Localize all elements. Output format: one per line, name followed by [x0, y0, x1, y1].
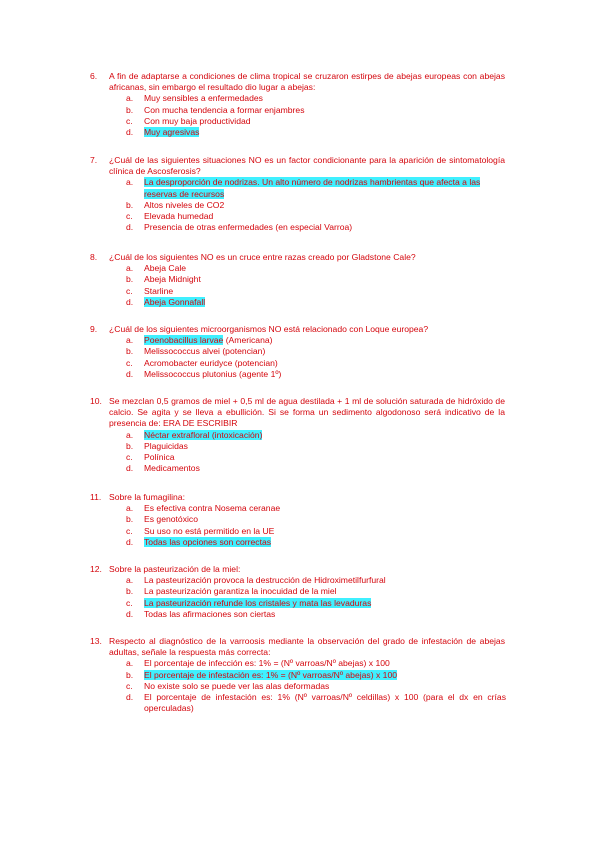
- question-8: [0, 252, 600, 308]
- option-a: a. Es efectiva contra Nosema ceranae: [126, 503, 281, 514]
- option-text: Abeja Gonnafall: [144, 296, 206, 307]
- question-number: 13.: [90, 636, 102, 646]
- option-text: Plaguicidas: [144, 440, 188, 451]
- option-d-highlighted: d. Abeja Gonnafall: [126, 296, 206, 307]
- options-list: [0, 430, 600, 475]
- option-c: c. Starline: [126, 285, 174, 296]
- option-text: La desproporción de nodrizas. Un alto número de nodrizas hambrientas que afecta a las reservas de recursos: [144, 177, 481, 199]
- question-number: 12.: [90, 564, 102, 574]
- option-d: d. Medicamentos: [126, 463, 200, 474]
- option-d: d. Presencia de otras enfermedades (en especial Varroa): [126, 222, 353, 233]
- option-text: Presencia de otras enfermedades (en especial Varroa): [144, 222, 353, 233]
- options-list: [0, 575, 600, 620]
- option-b: b. Abeja Midnight: [126, 274, 201, 285]
- option-b: b. Altos niveles de CO2: [126, 199, 225, 210]
- question-text: Sobre la fumagilina:: [109, 492, 185, 502]
- option-text: Todas las opciones son correctas: [144, 536, 272, 547]
- option-text: Muy sensibles a enfermedades: [144, 93, 263, 104]
- option-d-highlighted: d. Todas las opciones son correctas: [126, 536, 272, 547]
- option-text: Elevada humedad: [144, 211, 214, 222]
- option-text: La pasteurización refunde los cristales y mata las levaduras: [144, 597, 372, 608]
- option-text: Abeja Cale: [144, 263, 187, 274]
- option-text: Néctar extrafloral (intoxicación): [144, 429, 263, 440]
- question-text: Respecto al diagnóstico de la varroosis mediante la observación del grado de infestación de abejas adultas, señale la respuesta más correcta:: [109, 636, 505, 658]
- question-text: ¿Cuál de las siguientes situaciones NO es un factor condicionante para la aparición de sintomatología clínica de Ascosferosis?: [109, 155, 505, 177]
- option-a: a. Abeja Cale: [126, 263, 187, 274]
- option-b: b. Plaguicidas: [126, 440, 188, 451]
- option-text: Todas las afirmaciones son ciertas: [144, 608, 276, 619]
- option-b: b. La pasteurización garantiza la inocuidad de la miel: [126, 586, 337, 597]
- question-number: 8.: [90, 252, 98, 262]
- question-13: [0, 636, 600, 714]
- question-text: Sobre la pasteurización de la miel:: [109, 564, 241, 574]
- option-text: Con muy baja productividad: [144, 115, 251, 126]
- question-number: 6.: [90, 71, 98, 81]
- option-text: Melissococcus alvei (potencian): [144, 346, 266, 357]
- question-text: Se mezclan 0,5 gramos de miel + 0,5 ml de agua destilada + 1 ml de solución saturada de hidróxido de calcio. Se agita y se lleva a ebullición. Si se forma un sedimento algodonoso será indicativo de la presencia de: ERA DE ESCRIBIR: [109, 396, 505, 429]
- option-b: b. Melissococcus alvei (potencian): [126, 346, 266, 357]
- option-text: Es efectiva contra Nosema ceranae: [144, 503, 281, 514]
- question-number: 10.: [90, 396, 102, 406]
- option-text: El porcentaje de infestación es: 1% = (Nº varroas/Nº abejas) x 100: [144, 669, 397, 680]
- option-text: La pasteurización provoca la destrucción de Hidroximetilfurfural: [144, 575, 386, 586]
- option-d-highlighted: d. Muy agresivas: [126, 127, 200, 138]
- option-text: Melissococcus plutonius (agente 1º): [144, 368, 282, 379]
- options-list: [0, 335, 600, 380]
- options-list: [0, 93, 600, 138]
- option-d: d. El porcentaje de infestación es: 1% (Nº varroas/Nº celdillas) x 100 (para el dx en crías operculadas): [126, 692, 506, 714]
- option-text: Con mucha tendencia a formar enjambres: [144, 104, 305, 115]
- option-c: c. No existe solo se puede ver las alas deformadas: [126, 680, 330, 691]
- option-text: Abeja Midnight: [144, 274, 201, 285]
- options-list: [0, 263, 600, 308]
- option-c: c. Polínica: [126, 452, 175, 463]
- question-number: 11.: [90, 492, 102, 502]
- question-7: [0, 155, 600, 233]
- options-list: [0, 177, 600, 233]
- option-a: a. La pasteurización provoca la destrucción de Hidroximetilfurfural: [126, 575, 386, 586]
- option-a-partially-highlighted: a. Poenobacillus larvae (Americana): [126, 335, 273, 346]
- option-text: No existe solo se puede ver las alas deformadas: [144, 680, 330, 691]
- question-text: A fin de adaptarse a condiciones de clima tropical se cruzaron estirpes de abejas europeas con abejas africanas, sin embargo el resultado dio lugar a abejas:: [109, 71, 505, 93]
- options-list: [0, 658, 600, 714]
- option-d: d. Melissococcus plutonius (agente 1º): [126, 368, 282, 379]
- option-b-highlighted: b. El porcentaje de infestación es: 1% = (Nº varroas/Nº abejas) x 100: [126, 669, 397, 680]
- option-c: c. Su uso no está permitido en la UE: [126, 525, 275, 536]
- option-c: c. Con muy baja productividad: [126, 115, 251, 126]
- option-a-highlighted: a. La desproporción de nodrizas. Un alto número de nodrizas hambrientas que afecta a las reservas de recursos: [126, 177, 481, 199]
- question-11: [0, 492, 600, 548]
- option-c-highlighted: c. La pasteurización refunde los cristales y mata las levaduras: [126, 597, 372, 608]
- option-text: Acromobacter euridyce (potencian): [144, 357, 278, 368]
- option-text: Polínica: [144, 452, 175, 463]
- option-b: b. Es genotóxico: [126, 514, 198, 525]
- question-number: 9.: [90, 324, 98, 334]
- option-a-highlighted: a. Néctar extrafloral (intoxicación): [126, 429, 263, 440]
- question-10: [0, 396, 600, 474]
- option-a: a. El porcentaje de infección es: 1% = (Nº varroas/Nº abejas) x 100: [126, 658, 390, 669]
- option-text-highlighted: Poenobacillus larvae: [144, 335, 224, 346]
- option-text: El porcentaje de infección es: 1% = (Nº varroas/Nº abejas) x 100: [144, 658, 390, 669]
- option-text: Muy agresivas: [144, 127, 200, 138]
- options-list: [0, 503, 600, 548]
- option-text: Altos niveles de CO2: [144, 199, 225, 210]
- option-text: Starline: [144, 285, 174, 296]
- question-text: ¿Cuál de los siguientes NO es un cruce entre razas creado por Gladstone Cale?: [109, 252, 416, 262]
- option-text: El porcentaje de infestación es: 1% (Nº varroas/Nº celdillas) x 100 (para el dx en crías operculadas): [144, 692, 506, 714]
- option-c: c. Elevada humedad: [126, 211, 214, 222]
- option-text-rest: (Americana): [223, 335, 273, 346]
- option-c: c. Acromobacter euridyce (potencian): [126, 357, 278, 368]
- question-number: 7.: [90, 155, 98, 165]
- option-text: Es genotóxico: [144, 514, 198, 525]
- option-text: Su uso no está permitido en la UE: [144, 525, 275, 536]
- question-12: [0, 564, 600, 620]
- question-text: ¿Cuál de los siguientes microorganismos NO está relacionado con Loque europea?: [109, 324, 429, 334]
- option-d: d. Todas las afirmaciones son ciertas: [126, 608, 276, 619]
- question-6: [0, 71, 600, 138]
- question-9: [0, 324, 600, 380]
- option-a: a. Muy sensibles a enfermedades: [126, 93, 263, 104]
- option-b: b. Con mucha tendencia a formar enjambres: [126, 104, 305, 115]
- option-text: La pasteurización garantiza la inocuidad de la miel: [144, 586, 337, 597]
- option-text: Medicamentos: [144, 463, 200, 474]
